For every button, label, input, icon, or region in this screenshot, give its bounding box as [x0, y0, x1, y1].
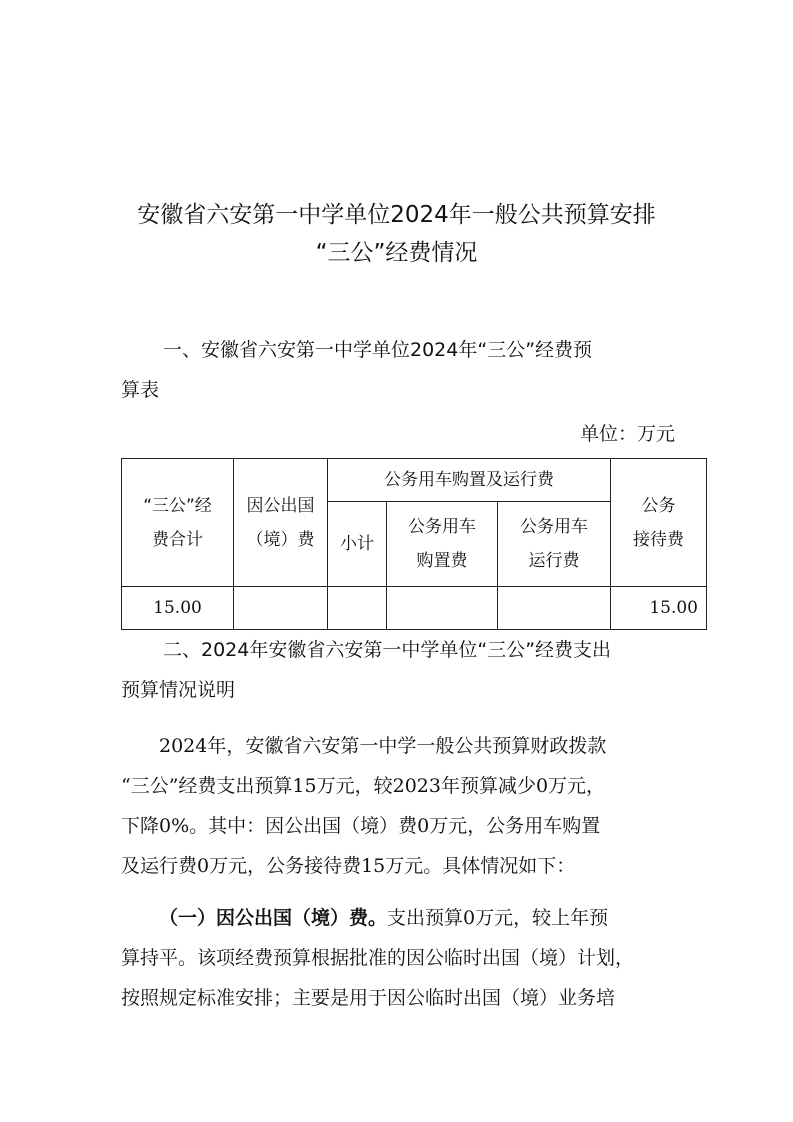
paragraph-1-text: 2024年，安徽省六安第一中学一般公共预算财政拨款: [159, 735, 607, 757]
section-1-heading-text: 一、安徽省六安第一中学单位2024年“三公”经费预: [163, 339, 593, 361]
paragraph-1-line-3: 下降0%。其中：因公出国（境）费0万元，公务用车购置: [121, 815, 601, 837]
cell-reception: 15.00: [611, 587, 707, 630]
section-2-heading-text: 二、2024年安徽省六安第一中学单位“三公”经费支出: [163, 639, 612, 661]
header-abroad: [234, 459, 328, 587]
unit-label: 单位：万元: [579, 423, 675, 445]
header-vehicle-operation-line-2: 运行费: [528, 551, 580, 571]
paragraph-2-lead: （一）因公出国（境）费。: [159, 907, 388, 929]
paragraph-1-line-1: [121, 726, 683, 766]
paragraph-2-line-1-rest: 支出预算0万元，较上年预: [387, 907, 609, 929]
header-vehicle-group: 公务用车购置及运行费: [328, 459, 611, 502]
three-public-expenses-table: [121, 458, 707, 630]
paragraph-1-line-4: 及运行费0万元，公务接待费15万元。具体情况如下：: [121, 855, 576, 877]
header-total: [122, 459, 234, 587]
header-abroad-line-2: （境）费: [246, 529, 315, 550]
cell-vehicle-operation: [498, 587, 611, 630]
cell-abroad: [234, 587, 328, 630]
paragraph-2-line-3: 按照规定标准安排；主要是用于因公临时出国（境）业务培: [121, 987, 616, 1009]
section-2-heading-line-1: [121, 630, 681, 670]
cell-vehicle-purchase: [387, 587, 498, 630]
header-vehicle-operation-line-1: 公务用车: [520, 517, 588, 537]
section-2-heading-line-2: 预算情况说明: [121, 679, 236, 701]
header-total-line-1: “三公”经: [143, 495, 212, 516]
table-row: [122, 587, 707, 630]
paragraph-2-line-2: 算持平。该项经费预算根据批准的因公临时出国（境）计划，: [121, 947, 635, 969]
header-vehicle-purchase: [387, 502, 498, 587]
section-1-heading-line-1: [121, 330, 681, 370]
header-subtotal: 小计: [328, 502, 387, 587]
paragraph-2-line-1: [121, 898, 683, 938]
section-1-heading-line-2: 算表: [121, 379, 160, 401]
paragraph-1-line-2: “三公”经费支出预算15万元，较2023年预算减少0万元，: [121, 775, 606, 797]
header-vehicle-operation: [498, 502, 611, 587]
header-vehicle-purchase-line-2: 购置费: [416, 551, 468, 571]
header-reception: [611, 459, 707, 587]
document-title-line-2: “三公”经费情况: [315, 240, 478, 266]
document-title-line-1: 安徽省六安第一中学单位2024年一般公共预算安排: [137, 202, 656, 228]
cell-total: 15.00: [122, 587, 234, 630]
header-total-line-2: 费合计: [152, 529, 203, 550]
table-header-row-1: [122, 459, 707, 502]
header-vehicle-purchase-line-1: 公务用车: [408, 517, 476, 537]
header-abroad-line-1: 因公出国: [246, 495, 315, 516]
header-reception-line-1: 公务: [641, 495, 676, 516]
cell-subtotal: [328, 587, 387, 630]
header-reception-line-2: 接待费: [633, 529, 684, 550]
